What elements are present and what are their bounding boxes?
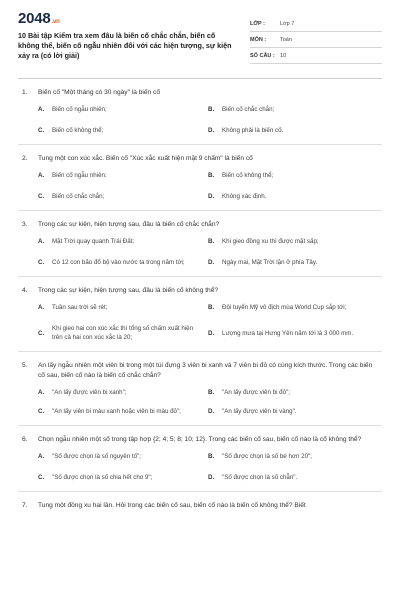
answer-option-b[interactable]: [208, 105, 378, 114]
question-5: [0, 352, 400, 425]
option-text: Tuần sau trời sẽ rét;: [52, 304, 108, 311]
option-text: Biến cố ngẫu nhiên;: [52, 172, 107, 179]
answer-option-c[interactable]: [38, 258, 208, 267]
option-letter: D.: [208, 193, 215, 200]
question-number: 7.: [22, 502, 28, 509]
meta-value: Toán: [280, 36, 292, 43]
question-2: [0, 145, 400, 210]
answer-option-c[interactable]: [38, 126, 208, 135]
option-letter: A.: [38, 304, 45, 311]
meta-row-subject: [250, 32, 382, 48]
option-letter: B.: [208, 453, 215, 460]
question-text: Chọn ngẫu nhiên một số trong tập hợp {2; 4; 5; 8; 10; 12}. Trong các biến cố sau, biến cố nào là cố không thể?: [38, 436, 362, 443]
option-text: Biến cố không thể;: [52, 127, 104, 134]
question-list: [0, 79, 400, 520]
header: [0, 0, 400, 78]
answer-option-c[interactable]: [38, 473, 208, 482]
option-letter: C.: [38, 474, 45, 481]
site-logo[interactable]: 2048.vn: [18, 10, 60, 27]
option-text: "Số được chọn là số nguyên tố";: [52, 453, 141, 460]
answer-option-b[interactable]: [208, 303, 378, 312]
meta-row-class: [250, 16, 382, 32]
meta-value: 10: [280, 52, 287, 59]
option-text: Đội tuyển Mỹ vô địch mùa World Cup sắp tới;: [222, 304, 347, 311]
option-text: Không xác định.: [222, 193, 267, 200]
answer-option-b[interactable]: [208, 452, 378, 461]
question-number: 5.: [22, 362, 28, 369]
answer-option-b[interactable]: [208, 388, 378, 397]
option-letter: A.: [38, 389, 45, 396]
option-text: Biến cố ngẫu nhiên;: [52, 106, 107, 113]
question-number: 1.: [22, 89, 28, 96]
option-letter: C.: [38, 259, 45, 266]
option-letter: B.: [208, 304, 215, 311]
answer-option-c[interactable]: [38, 324, 208, 342]
answer-options: [22, 105, 378, 135]
answer-option-a[interactable]: [38, 452, 208, 461]
option-letter: C.: [38, 193, 45, 200]
question-number: 4.: [22, 287, 28, 294]
answer-options: [22, 171, 378, 201]
option-text: "An lấy được viên bi xanh";: [52, 389, 127, 396]
question-stem: [22, 220, 378, 230]
question-number: 3.: [22, 221, 28, 228]
option-text: "Số được chọn là số chẵn".: [222, 474, 298, 481]
question-stem: [22, 286, 378, 296]
option-text: "An lấy được viên bi đỏ";: [222, 389, 290, 396]
option-letter: D.: [208, 259, 215, 266]
option-text: Biến cố không thể;: [222, 172, 274, 179]
option-text: "Số được chọn là số chia hết cho 9";: [52, 474, 153, 481]
option-letter: B.: [208, 172, 215, 179]
option-text: Khi gieo hai con xúc xắc thì tổng số chấm xuất hiện trên cả hai con xúc xắc là 20;: [52, 325, 194, 341]
question-stem: [22, 88, 378, 98]
answer-option-b[interactable]: [208, 171, 378, 180]
answer-option-d[interactable]: [208, 324, 378, 342]
question-6: [0, 426, 400, 491]
option-text: Có 12 con bão đổ bộ vào nước ta trong năm tới;: [52, 259, 185, 266]
option-letter: A.: [38, 238, 45, 245]
answer-option-a[interactable]: [38, 388, 208, 397]
option-letter: B.: [208, 238, 215, 245]
answer-option-a[interactable]: [38, 105, 208, 114]
question-3: [0, 211, 400, 276]
question-text: Tung một đồng xu hai lần. Hỏi trong các biến cố sau, biến cố nào là biến cố không thể? Biết: [38, 502, 306, 509]
question-1: [0, 79, 400, 144]
meta-label: MÔN :: [250, 36, 267, 43]
option-text: "An lấy viên bi màu xanh hoặc viên bi màu đỏ";: [52, 408, 181, 415]
answer-option-c[interactable]: [38, 192, 208, 201]
option-letter: D.: [208, 474, 215, 481]
meta-value: Lớp 7: [280, 20, 295, 27]
answer-option-d[interactable]: [208, 192, 378, 201]
question-7: [0, 492, 400, 520]
question-stem: [22, 361, 378, 381]
option-text: Mặt Trời quay quanh Trái Đất;: [52, 238, 135, 245]
question-4: [0, 277, 400, 351]
answer-options: [22, 388, 378, 416]
answer-options: [22, 303, 378, 342]
page-title: 10 Bài tập Kiểm tra xem đâu là biến cố chắc chắn, biến cố không thể, biến cố ngẫu nhiên đối với các hiện tượng, sự kiện xảy ra (có lời giải): [18, 31, 232, 60]
question-stem: [22, 435, 378, 445]
option-letter: B.: [208, 389, 215, 396]
answer-option-a[interactable]: [38, 303, 208, 312]
option-letter: C.: [38, 329, 45, 337]
option-letter: C.: [38, 408, 45, 415]
meta-label: SỐ CÂU :: [250, 52, 275, 59]
answer-option-d[interactable]: [208, 126, 378, 135]
option-text: Biến cố chắc chắn;: [222, 106, 275, 113]
question-number: 6.: [22, 436, 28, 443]
question-text: Biến cố "Một tháng có 30 ngày" là biến cố: [38, 89, 160, 96]
question-stem: [22, 154, 378, 164]
meta-panel: [250, 16, 382, 64]
answer-option-b[interactable]: [208, 237, 378, 246]
option-text: "An lấy được viên bi vàng".: [222, 408, 297, 415]
question-number: 2.: [22, 155, 28, 162]
option-letter: D.: [208, 408, 215, 415]
option-letter: A.: [38, 453, 45, 460]
meta-row-count: [250, 48, 382, 64]
option-letter: D.: [208, 329, 215, 337]
option-text: "Số được chọn là số bé hơn 20";: [222, 453, 312, 460]
option-letter: A.: [38, 172, 45, 179]
question-text: Tung một con xúc xắc. Biến cố "Xúc xắc xuất hiện mặt 9 chấm" là biến cố: [38, 155, 253, 162]
answer-options: [22, 452, 378, 482]
option-text: Ngày mai, Mặt Trời lặn ở phía Tây.: [222, 259, 318, 266]
option-letter: D.: [208, 127, 215, 134]
option-text: Không phải là biến cố.: [222, 127, 284, 134]
option-letter: B.: [208, 106, 215, 113]
answer-option-d[interactable]: [208, 258, 378, 267]
meta-label: LỚP :: [250, 20, 265, 27]
option-text: Biến cố chắc chắn;: [52, 193, 105, 200]
option-text: Lượng mưa tại Hưng Yên năm tới là 3 000 mm.: [222, 329, 354, 337]
answer-options: [22, 237, 378, 267]
answer-option-d[interactable]: [208, 473, 378, 482]
answer-option-a[interactable]: [38, 237, 208, 246]
answer-option-c[interactable]: [38, 407, 208, 416]
question-text: Trong các sự kiện, hiện tượng sau, đâu là biến cố không thể?: [38, 287, 219, 294]
option-text: Khi gieo đồng xu thì được mặt sấp;: [222, 238, 319, 245]
question-text: Trong các sự kiện, hiện tượng sau, đâu là biến cố chắc chắn?: [38, 221, 220, 228]
answer-option-a[interactable]: [38, 171, 208, 180]
answer-option-d[interactable]: [208, 407, 378, 416]
option-letter: A.: [38, 106, 45, 113]
question-stem: [22, 501, 378, 511]
question-text: An lấy ngẫu nhiên một viên bi trong một túi đựng 3 viên bi xanh và 7 viên bi đỏ có cùng kích thước. Trong các biến cố sau, biến cố nào là biến cố chắc chắn?: [38, 362, 373, 379]
option-letter: C.: [38, 127, 45, 134]
